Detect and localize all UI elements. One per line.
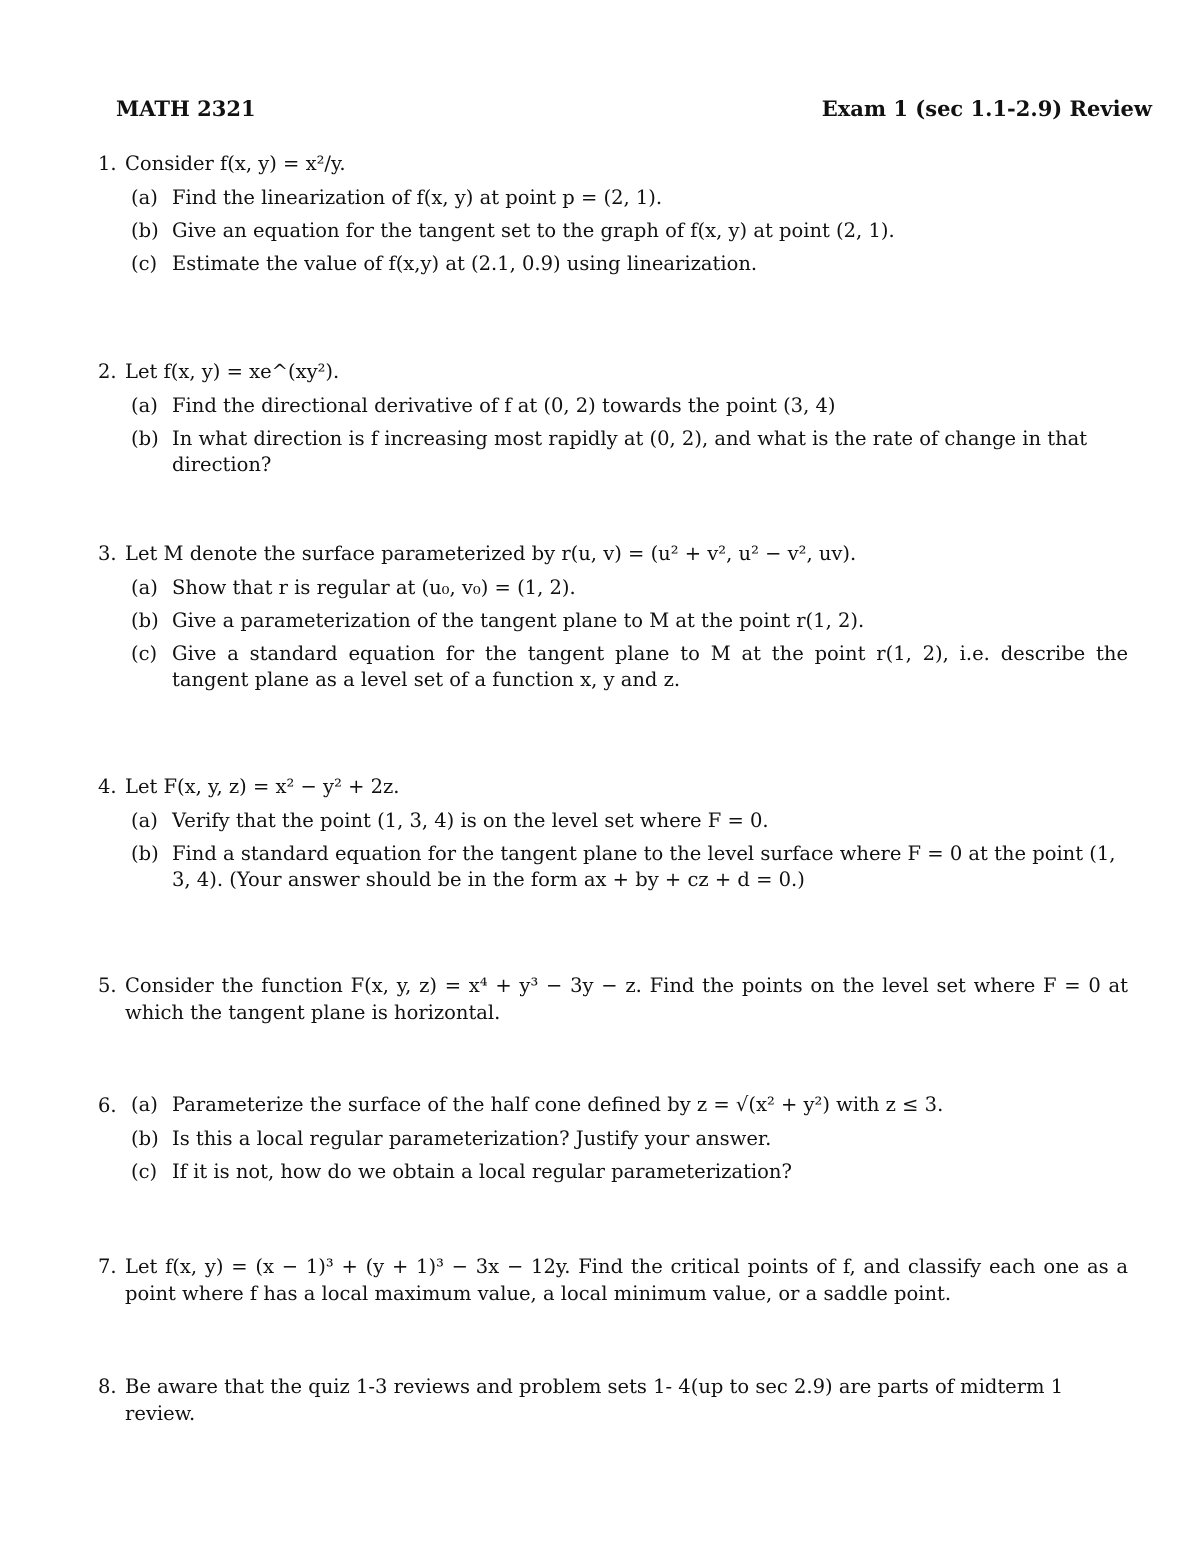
part-label: (a) <box>131 809 158 832</box>
part-label: (a) <box>131 576 158 599</box>
problem-5 <box>98 972 1128 1026</box>
part-text: Give a parameterization of the tangent plane to M at the point r(1, 2). <box>172 609 865 632</box>
part-text: Parameterize the surface of the half cone defined by z = √(x² + y²) with z ≤ 3. <box>172 1093 944 1116</box>
problem-3 <box>98 540 1128 700</box>
course-code: MATH 2321 <box>116 96 256 121</box>
part-text: In what direction is f increasing most rapidly at (0, 2), and what is the rate of change in that direction? <box>172 427 1088 476</box>
part-text: Give a standard equation for the tangent plane to M at the point r(1, 2), i.e. describe the tangent plane as a level set of a function x, y and z. <box>172 642 1128 691</box>
part-label: (a) <box>131 394 158 417</box>
part-label: (b) <box>131 219 159 242</box>
problem-part <box>131 641 1128 693</box>
problem-part <box>131 1126 1128 1152</box>
problem-number: 8. <box>98 1375 117 1398</box>
problem-statement: Let f(x, y) = (x − 1)³ + (y + 1)³ − 3x − 12y. Find the critical points of f, and classify each one as a point where f has a local maximum value, a local minimum value, or a saddle point. <box>125 1255 1128 1305</box>
problem-part <box>131 426 1128 478</box>
problem-number: 4. <box>98 775 117 798</box>
problem-number: 1. <box>98 152 117 175</box>
part-label: (b) <box>131 609 159 632</box>
part-text: Show that r is regular at (u₀, v₀) = (1, 2). <box>172 576 576 599</box>
part-label: (a) <box>131 1093 158 1116</box>
part-text: Find the directional derivative of f at (0, 2) towards the point (3, 4) <box>172 394 836 417</box>
problem-number: 7. <box>98 1255 117 1278</box>
problem-statement: Let M denote the surface parameterized by r(u, v) = (u² + v², u² − v², uv). <box>125 542 857 565</box>
problem-part <box>131 575 1128 601</box>
problem-parts <box>98 1126 1128 1185</box>
problem-part <box>131 808 1128 834</box>
part-label: (b) <box>131 1127 159 1150</box>
problem-statement: Consider f(x, y) = x²/y. <box>125 152 346 175</box>
part-text: Is this a local regular parameterization? Justify your answer. <box>172 1127 772 1150</box>
problem-6 <box>98 1092 1128 1192</box>
part-label: (c) <box>131 1160 158 1183</box>
problem-1 <box>98 150 1128 284</box>
problem-part <box>131 1159 1128 1185</box>
problem-part <box>131 251 1128 277</box>
part-text: Estimate the value of f(x,y) at (2.1, 0.9) using linearization. <box>172 252 758 275</box>
problem-part <box>131 185 1128 211</box>
part-text: Give an equation for the tangent set to the graph of f(x, y) at point (2, 1). <box>172 219 895 242</box>
problem-8 <box>98 1373 1128 1427</box>
part-text: Find a standard equation for the tangent plane to the level surface where F = 0 at the point (1, 3, 4). (Your answer should be in the form ax + by + cz + d = 0.) <box>172 842 1116 891</box>
problem-number: 2. <box>98 360 117 383</box>
problem-parts <box>98 185 1128 277</box>
problem-parts <box>98 575 1128 693</box>
problem-7 <box>98 1253 1128 1307</box>
part-text: Find the linearization of f(x, y) at point p = (2, 1). <box>172 186 663 209</box>
part-label: (b) <box>131 427 159 450</box>
problem-parts <box>98 393 1128 478</box>
problem-number: 3. <box>98 542 117 565</box>
problem-part <box>131 1092 1128 1118</box>
problem-part <box>131 608 1128 634</box>
part-label: (c) <box>131 642 158 665</box>
part-label: (c) <box>131 252 158 275</box>
part-text: If it is not, how do we obtain a local regular parameterization? <box>172 1160 792 1183</box>
problem-number: 6. <box>98 1094 117 1117</box>
problem-statement: Consider the function F(x, y, z) = x⁴ + y³ − 3y − z. Find the points on the level set where F = 0 at which the tangent plane is horizontal. <box>125 974 1128 1024</box>
problem-4 <box>98 773 1128 900</box>
exam-title: Exam 1 (sec 1.1-2.9) Review <box>821 96 1152 121</box>
problem-statement: Let f(x, y) = xe^(xy²). <box>125 360 340 383</box>
problem-part <box>131 393 1128 419</box>
problem-parts <box>98 808 1128 893</box>
problem-part <box>131 218 1128 244</box>
problem-part <box>131 841 1128 893</box>
part-label: (b) <box>131 842 159 865</box>
problem-statement: Be aware that the quiz 1-3 reviews and problem sets 1- 4(up to sec 2.9) are parts of midterm 1 review. <box>125 1375 1064 1425</box>
part-text: Verify that the point (1, 3, 4) is on the level set where F = 0. <box>172 809 769 832</box>
part-label: (a) <box>131 186 158 209</box>
problem-statement: Let F(x, y, z) = x² − y² + 2z. <box>125 775 400 798</box>
problem-number: 5. <box>98 974 117 997</box>
page-header <box>116 96 1152 126</box>
problem-2 <box>98 358 1128 485</box>
